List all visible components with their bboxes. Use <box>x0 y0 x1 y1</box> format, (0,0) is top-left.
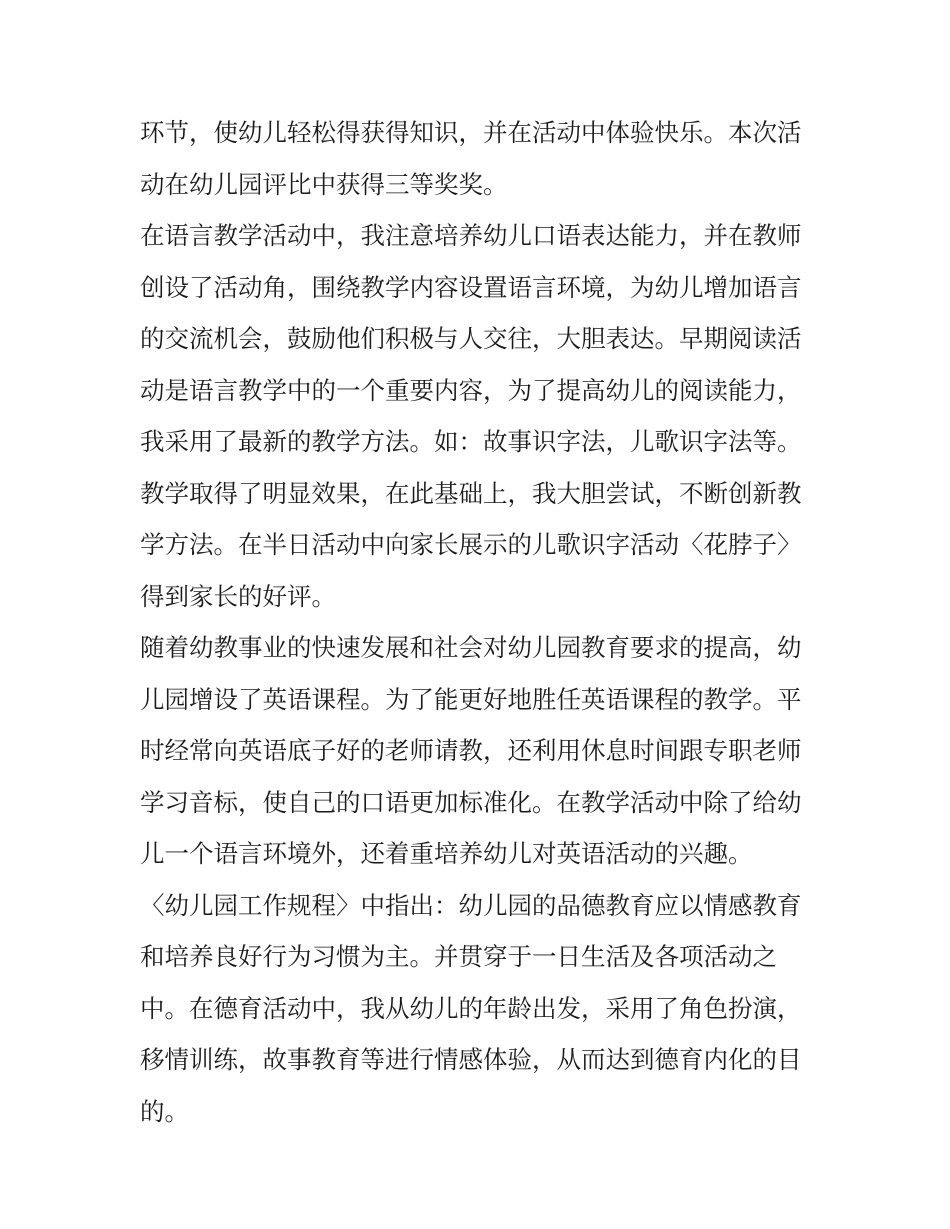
text-line-3: 在语言教学活动中，我注意培养幼儿口语表达能力，并在教师 <box>140 221 802 250</box>
text-line-20: 的。 <box>140 1096 189 1126</box>
text-line-14: 学习音标，使自己的口语更加标准化。在教学活动中除了给幼 <box>140 787 802 817</box>
text-line-5: 的交流机会，鼓励他们积极与人交往，大胆表达。早期阅读活 <box>140 324 802 353</box>
text-line-6: 动是语言教学中的一个重要内容，为了提高幼儿的阅读能力， <box>140 375 802 405</box>
text-line-8: 教学取得了明显效果，在此基础上，我大胆尝试，不断创新教 <box>140 478 802 508</box>
text-line-9: 学方法。在半日活动中向家长展示的儿歌识字活动〈花脖子〉 <box>140 530 802 559</box>
text-line-18: 中。在德育活动中，我从幼儿的年龄出发，采用了角色扮演， <box>140 993 802 1023</box>
document-body <box>140 107 816 1137</box>
text-line-17: 和培养良好行为习惯为主。并贯穿于一日生活及各项活动之 <box>140 942 777 971</box>
text-line-1: 环节，使幼儿轻松得获得知识，并在活动中体验快乐。本次活 <box>140 118 802 147</box>
text-line-2: 动在幼儿园评比中获得三等奖奖。 <box>140 169 508 199</box>
text-line-11: 随着幼教事业的快速发展和社会对幼儿园教育要求的提高，幼 <box>140 633 802 662</box>
text-line-15: 儿一个语言环境外，还着重培养幼儿对英语活动的兴趣。 <box>140 839 753 868</box>
text-line-12: 儿园增设了英语课程。为了能更好地胜任英语课程的教学。平 <box>140 684 802 714</box>
text-line-16: 〈幼儿园工作规程〉中指出：幼儿园的品德教育应以情感教育 <box>140 890 802 920</box>
text-line-13: 时经常向英语底子好的老师请教，还利用休息时间跟专职老师 <box>140 736 802 765</box>
text-line-19: 移情训练，故事教育等进行情感体验，从而达到德育内化的目 <box>140 1045 802 1074</box>
text-line-4: 创设了活动角，围绕教学内容设置语言环境，为幼儿增加语言 <box>140 272 802 302</box>
text-line-10: 得到家长的好评。 <box>140 581 336 611</box>
text-line-7: 我采用了最新的教学方法。如：故事识字法，儿歌识字法等。 <box>140 427 802 456</box>
